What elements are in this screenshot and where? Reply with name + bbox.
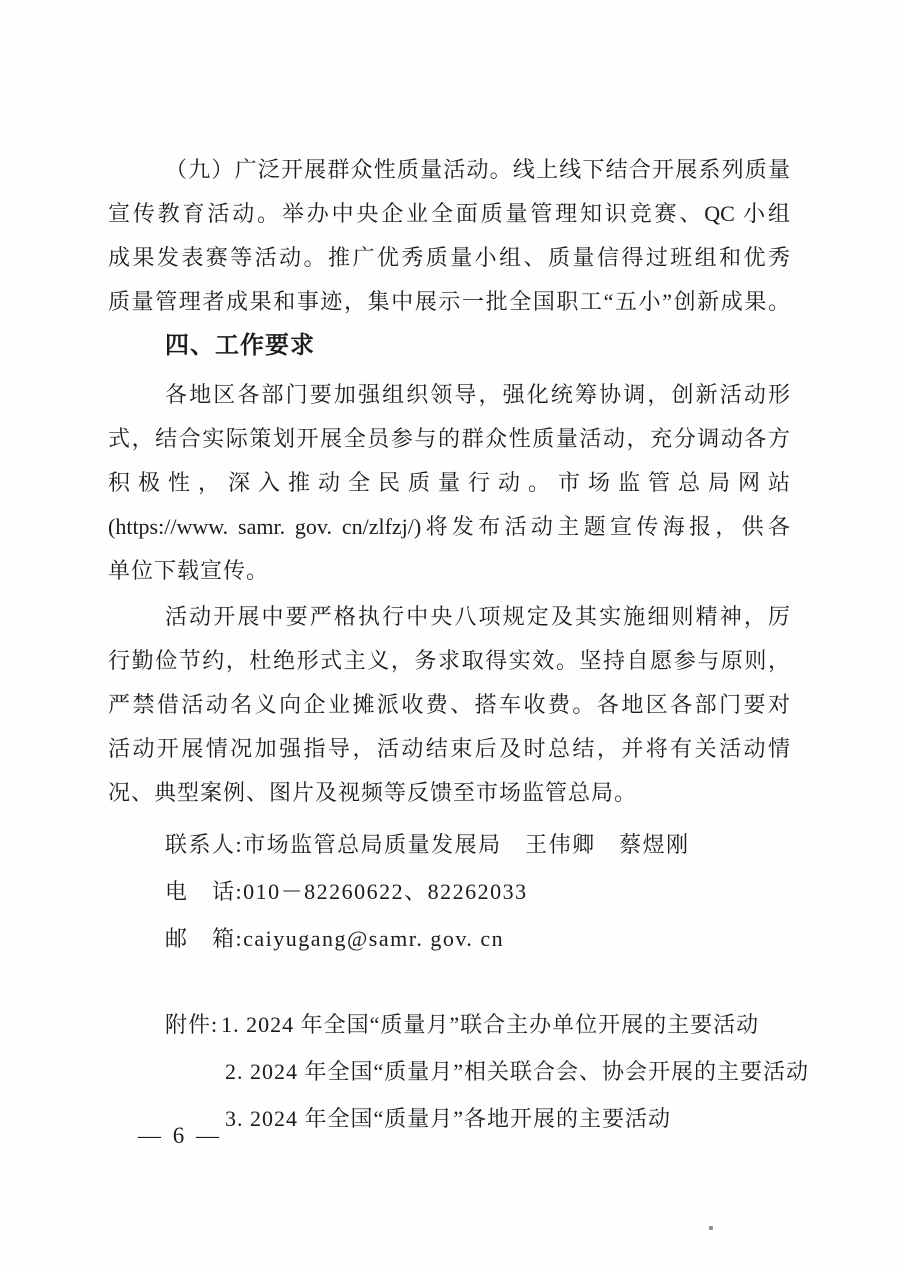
- paragraph-work-requirements-2: [108, 595, 790, 815]
- body-line: 单位下载宣传。: [108, 558, 270, 583]
- body-line: 活动开展情况加强指导，活动结束后及时总结，并将有关活动情: [108, 736, 790, 761]
- document-body: [108, 148, 810, 1142]
- body-line: 况、典型案例、图片及视频等反馈至市场监管总局。: [108, 780, 638, 805]
- scan-speck-artifact: [709, 1226, 713, 1230]
- contact-info-block: [108, 821, 790, 962]
- attachments-label: 附件:: [165, 1012, 219, 1037]
- attachment-item-text: 1. 2024 年全国“质量月”联合主办单位开展的主要活动: [221, 1012, 760, 1037]
- page-number: — 6 —: [138, 1123, 222, 1148]
- body-line: 积极性，深入推动全民质量行动。市场监管总局网站: [108, 470, 790, 495]
- attachment-item-text: 3. 2024 年全国“质量月”各地开展的主要活动: [225, 1106, 672, 1131]
- attachment-item: [108, 1001, 790, 1048]
- body-line: 活动开展中要严格执行中央八项规定及其实施细则精神，厉: [165, 604, 790, 629]
- contact-phone-line: 电 话:010－82260622、82262033: [165, 879, 528, 904]
- body-line: （九）广泛开展群众性质量活动。线上线下结合开展系列质量: [165, 157, 790, 182]
- paragraph-work-requirements-1: [108, 373, 790, 593]
- attachment-item-text: 2. 2024 年全国“质量月”相关联合会、协会开展的主要活动: [225, 1059, 810, 1084]
- section-heading-text: 四、工作要求: [165, 332, 315, 359]
- section-heading-work-requirements: [108, 324, 790, 368]
- attachment-item: [108, 1048, 810, 1095]
- paragraph-item-nine: [108, 148, 790, 324]
- contact-email-line: 邮 箱:caiyugang@samr. gov. cn: [165, 926, 505, 951]
- body-line: 宣传教育活动。举办中央企业全面质量管理知识竞赛、QC 小组: [108, 201, 790, 226]
- body-line: 成果发表赛等活动。推广优秀质量小组、质量信得过班组和优秀: [108, 245, 790, 270]
- body-line-website-url: (https://www. samr. gov. cn/zlfzj/)将发布活动主题宣传海报，供各: [108, 514, 790, 539]
- body-line: 质量管理者成果和事迹，集中展示一批全国职工“五小”创新成果。: [108, 289, 790, 314]
- body-line: 严禁借活动名义向企业摊派收费、搭车收费。各地区各部门要对: [108, 692, 790, 717]
- contact-person-line: 联系人:市场监管总局质量发展局 王伟卿 蔡煜刚: [165, 832, 690, 857]
- body-line: 式，结合实际策划开展全员参与的群众性质量活动，充分调动各方: [108, 426, 790, 451]
- body-line: 各地区各部门要加强组织领导，强化统筹协调，创新活动形: [165, 382, 790, 407]
- body-line: 行勤俭节约，杜绝形式主义，务求取得实效。坚持自愿参与原则，: [108, 648, 790, 673]
